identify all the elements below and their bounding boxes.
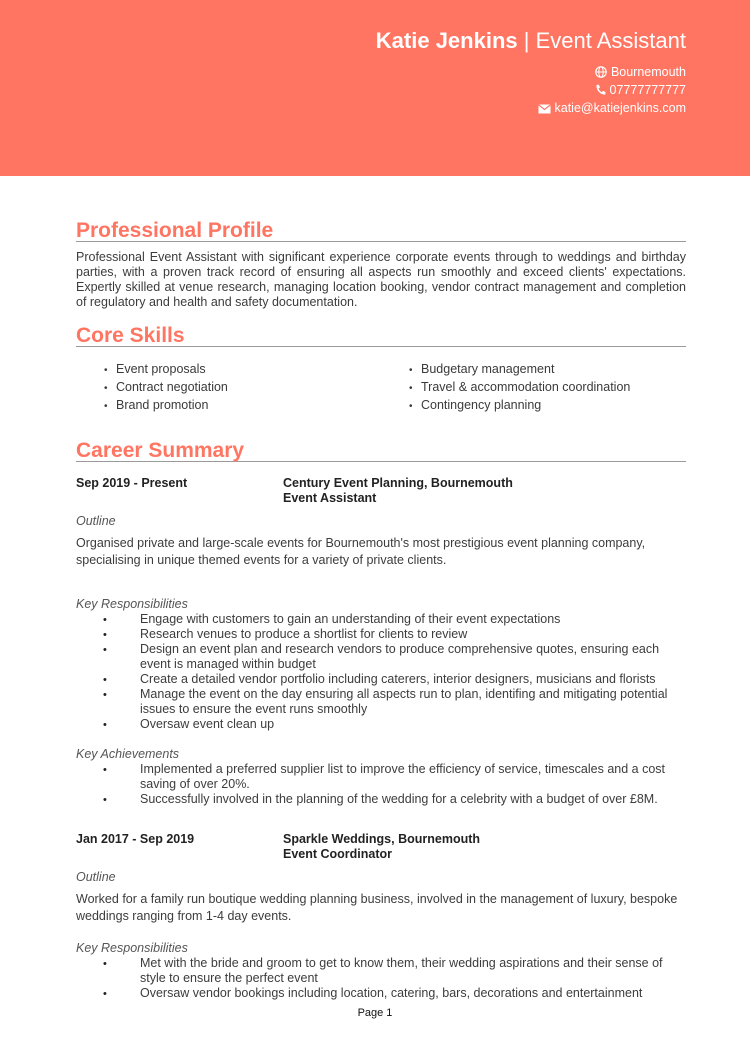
job-header [76,476,686,506]
envelope-icon [538,104,551,114]
profile-heading: Professional Profile [76,218,686,242]
list-item: • Manage the event on the day ensuring all aspects run to plan, identifing and mitigating potential issues to ensure the event runs smoothly [76,687,686,717]
outline-label: Outline [76,514,116,528]
title-separator: | [517,28,536,53]
job-title: Event Assistant [283,491,377,505]
responsibilities-list [76,956,686,1001]
career-heading: Career Summary [76,438,686,462]
list-item: • Design an event plan and research vendors to produce comprehensive quotes, ensuring each event is managed within budget [76,642,686,672]
job-company: Century Event Planning, Bournemouth [283,476,513,490]
job-dates: Jan 2017 - Sep 2019 [76,832,195,846]
candidate-role: Event Assistant [535,28,686,53]
contact-phone [538,81,687,99]
profile-text: Professional Event Assistant with significant experience corporate events through to weddings and birthday parties, with a proven track record of ensuring all aspects run smoothly and exceed clients' expectations. Expertly skilled at venue research, managing location booking, vendor contract management and completion of regulatory and health and safety documentation. [76,250,686,309]
job-company-title [283,832,480,862]
resume-content [76,218,686,1001]
job-outline: Organised private and large-scale events for Bournemouth's most prestigious event planning company, specialising in unique themed events for a variety of private clients. [76,536,646,567]
achievements-label: Key Achievements [76,747,180,761]
responsibilities-label: Key Responsibilities [76,941,188,955]
job-title: Event Coordinator [283,847,393,861]
skill-item: • Budgetary management [409,361,686,379]
name-title [376,28,686,54]
job-entry-1 [76,476,686,807]
list-item: • Successfully involved in the planning of the wedding for a celebrity with a budget of over £8M. [76,792,686,807]
skill-item: • Brand promotion [104,397,381,415]
job-outline: Worked for a family run boutique wedding planning business, involved in the management of luxury, bespoke weddings ranging from 1-4 day events. [76,892,678,923]
list-item: • Met with the bride and groom to get to know them, their wedding aspirations and their sense of style to ensure the perfect event [76,956,686,986]
job-entry-2 [76,832,686,1001]
job-header [76,832,686,862]
contact-location [538,63,687,81]
header-banner [0,0,750,176]
list-item: • Oversaw vendor bookings including location, catering, bars, decorations and entertainment [76,986,686,1001]
contact-email-text: katie@katiejenkins.com [554,101,686,115]
job-company: Sparkle Weddings, Bournemouth [283,832,481,846]
contact-email[interactable] [538,99,687,117]
list-item: • Oversaw event clean up [76,717,686,732]
list-item: • Implemented a preferred supplier list to improve the efficiency of service, timescales and a cost saving of over 20%. [76,762,686,792]
page-number: Page 1 [357,1007,393,1019]
skill-item: • Travel & accommodation coordination [409,379,686,397]
globe-icon [595,66,607,78]
skills-column-right [381,361,686,415]
candidate-name: Katie Jenkins [375,28,518,53]
skills-column-left [76,361,381,415]
list-item: • Research venues to produce a shortlist for clients to review [76,627,686,642]
contact-details [538,63,687,117]
outline-label: Outline [76,870,116,884]
skills-heading: Core Skills [76,323,686,347]
phone-icon [595,84,606,96]
skill-item: • Event proposals [104,361,381,379]
list-item: • Engage with customers to gain an understanding of their event expectations [76,612,686,627]
contact-phone-text: 07777777777 [609,83,686,97]
contact-location-text: Bournemouth [610,65,686,79]
responsibilities-list [76,612,686,732]
achievements-list [76,762,686,807]
skill-item: • Contract negotiation [104,379,381,397]
skill-item: • Contingency planning [409,397,686,415]
job-company-title [283,476,513,506]
responsibilities-label: Key Responsibilities [76,597,188,611]
job-dates: Sep 2019 - Present [76,476,188,490]
list-item: • Create a detailed vendor portfolio including caterers, interior designers, musicians and florists [76,672,686,687]
skills-list [76,361,686,415]
